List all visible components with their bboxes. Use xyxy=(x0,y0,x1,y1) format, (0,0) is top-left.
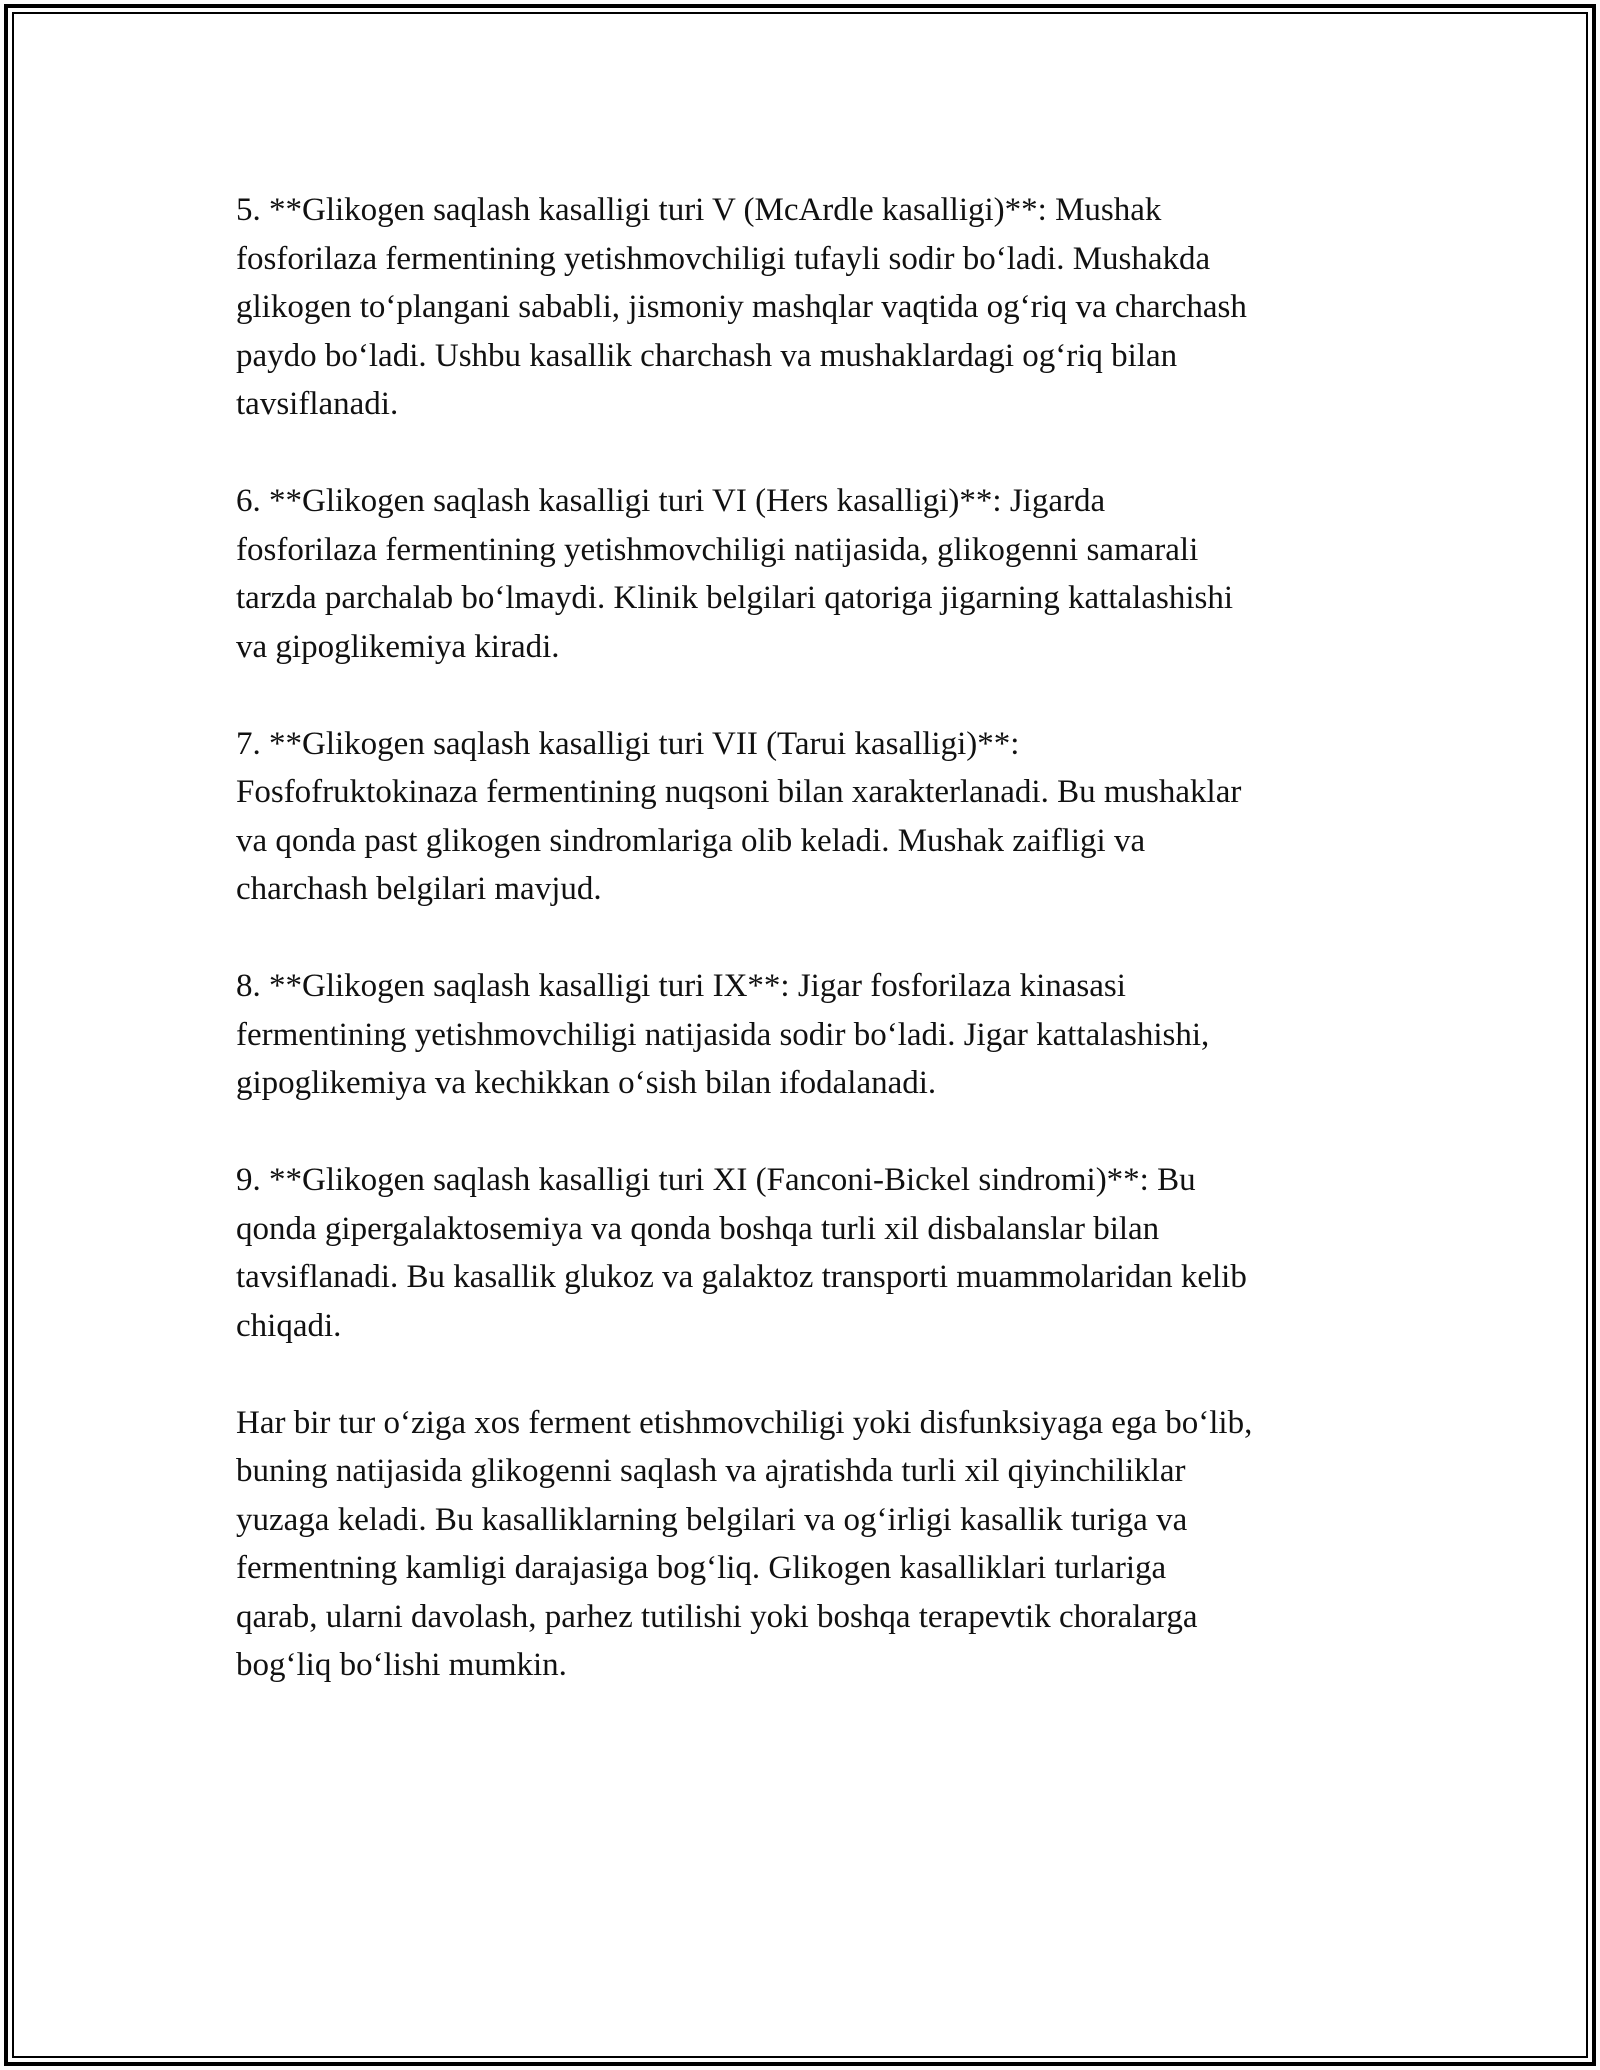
paragraph-type-vii xyxy=(236,720,1376,914)
text-line: fosforilaza fermentining yetishmovchiligi natijasida, glikogenni samarali xyxy=(236,531,1199,568)
text-line: gipoglikemiya va kechikkan o‘sish bilan ifodalanadi. xyxy=(236,1065,937,1101)
text-line: fermentining yetishmovchiligi natijasida sodir bo‘ladi. Jigar kattalashishi, xyxy=(236,1016,1210,1053)
text-line: 7. **Glikogen saqlash kasalligi turi VII (Tarui kasalligi)**: xyxy=(236,725,1020,762)
text-line: tarzda parchalab bo‘lmaydi. Klinik belgilari qatoriga jigarning kattalashishi xyxy=(236,580,1234,616)
text-line: charchash belgilari mavjud. xyxy=(236,871,602,907)
text-line: va gipoglikemiya kiradi. xyxy=(236,628,560,665)
paragraph-type-vi xyxy=(236,477,1376,671)
text-line: 5. **Glikogen saqlash kasalligi turi V (McArdle kasalligi)**: Mushak xyxy=(236,192,1162,228)
text-line: qarab, ularni davolash, parhez tutilishi yoki boshqa terapevtik choralarga xyxy=(236,1598,1198,1635)
text-line: tavsiflanadi. Bu kasallik glukoz va galaktoz transporti muammolaridan kelib xyxy=(236,1259,1247,1295)
text-line: va qonda past glikogen sindromlariga olib keladi. Mushak zaifligi va xyxy=(236,822,1146,859)
paragraph-summary xyxy=(236,1399,1376,1690)
text-line: 9. **Glikogen saqlash kasalligi turi XI (Fanconi-Bickel sindromi)**: Bu xyxy=(236,1162,1196,1198)
document-body xyxy=(236,186,1376,1738)
text-line: chiqadi. xyxy=(236,1307,342,1344)
text-line: fermentning kamligi darajasiga bog‘liq. Glikogen kasalliklari turlariga xyxy=(236,1550,1167,1586)
text-line: Fosfofruktokinaza fermentining nuqsoni bilan xarakterlanadi. Bu mushaklar xyxy=(236,774,1242,810)
text-line: qonda gipergalaktosemiya va qonda boshqa turli xil disbalanslar bilan xyxy=(236,1210,1160,1247)
text-line: Har bir tur o‘ziga xos ferment etishmovchiligi yoki disfunksiyaga ega bo‘lib, xyxy=(236,1404,1253,1441)
paragraph-type-v xyxy=(236,186,1376,429)
paragraph-type-xi xyxy=(236,1156,1376,1350)
text-line: tavsiflanadi. xyxy=(236,386,399,422)
text-line: fosforilaza fermentining yetishmovchiligi tufayli sodir bo‘ladi. Mushakda xyxy=(236,240,1211,277)
text-line: yuzaga keladi. Bu kasalliklarning belgilari va og‘irligi kasallik turiga va xyxy=(236,1501,1188,1538)
text-line: 6. **Glikogen saqlash kasalligi turi VI (Hers kasalligi)**: Jigarda xyxy=(236,483,1106,519)
text-line: paydo bo‘ladi. Ushbu kasallik charchash va mushaklardagi og‘riq bilan xyxy=(236,337,1178,374)
text-line: glikogen to‘plangani sababli, jismoniy mashqlar vaqtida og‘riq va charchash xyxy=(236,289,1247,325)
text-line: buning natijasida glikogenni saqlash va ajratishda turli xil qiyinchiliklar xyxy=(236,1453,1186,1489)
text-line: bog‘liq bo‘lishi mumkin. xyxy=(236,1647,567,1683)
text-line: 8. **Glikogen saqlash kasalligi turi IX**: Jigar fosforilaza kinasasi xyxy=(236,968,1126,1004)
paragraph-type-ix xyxy=(236,962,1376,1108)
